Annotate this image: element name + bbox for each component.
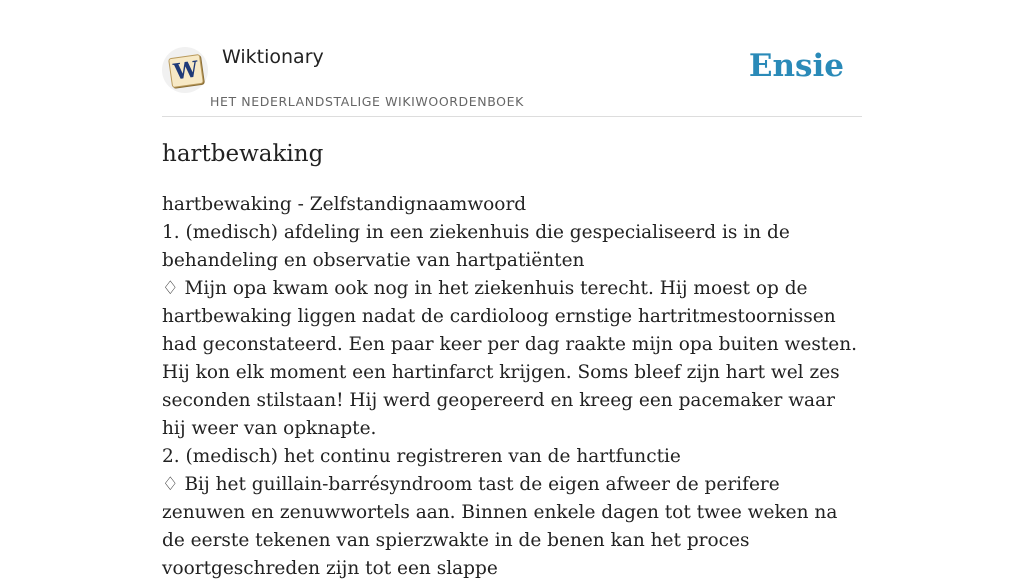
definition-1: 1. (medisch) afdeling in een ziekenhuis die gespecialiseerd is in de behandeling en observatie van hartpatiënten [162,222,790,271]
site-header [162,0,862,117]
ensie-brand-link[interactable]: Ensie [748,48,844,84]
entry-line-heading: hartbewaking - Zelfstandignaamwoord [162,194,527,215]
wiktionary-logo[interactable] [162,47,208,93]
example-2: ♢ Bij het guillain-barrésyndroom tast de eigen afweer de perifere zenuwen en zenuwwortels aan. Binnen enkele dagen tot twee weken na de eerste tekenen van spierzwakte in de benen kan het proces voortgeschreden zijn tot een slappe [162,474,838,579]
definition-2: 2. (medisch) het continu registreren van de hartfunctie [162,446,681,467]
entry-content [162,191,862,583]
site-tagline: HET NEDERLANDSTALIGE WIKIWOORDENBOEK [210,94,524,109]
page [162,0,862,583]
logo-tile-icon: W [168,54,204,88]
entry-title: hartbewaking [162,141,324,167]
site-name[interactable]: Wiktionary [222,46,324,68]
example-1: ♢ Mijn opa kwam ook nog in het ziekenhuis terecht. Hij moest op de hartbewaking liggen nadat de cardioloog ernstige hartritmestoornissen had geconstateerd. Een paar keer per dag raakte mijn opa buiten westen. Hij kon elk moment een hartinfarct krijgen. Soms bleef zijn hart wel zes seconden stilstaan! Hij werd geopereerd en kreeg een pacemaker waar hij weer van opknapte. [162,278,857,439]
